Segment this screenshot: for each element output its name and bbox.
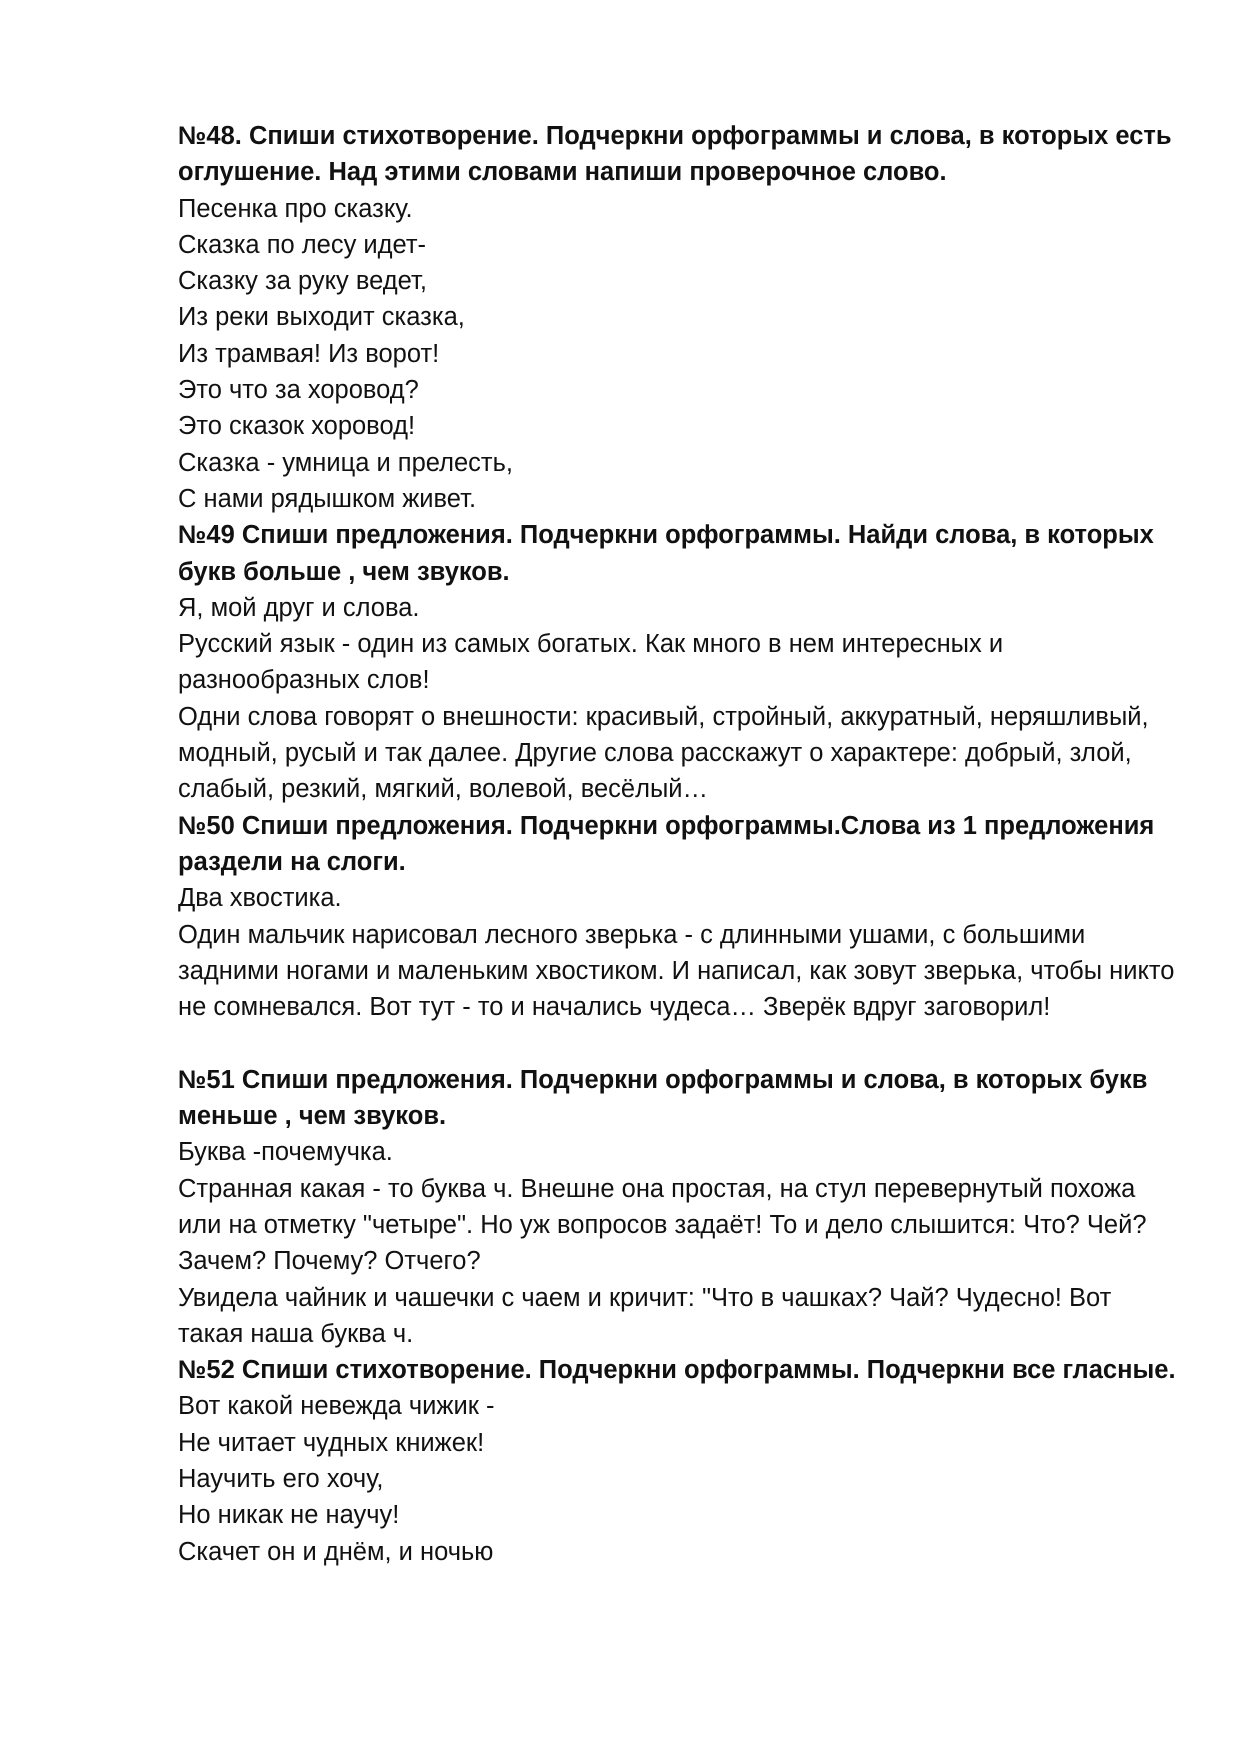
poem-line: Песенка про сказку.: [178, 194, 413, 223]
text-paragraph: Два хвостика.: [178, 884, 342, 913]
exercise-52-title: №52 Спиши стихотворение. Подчеркни орфограммы. Подчеркни все гласные.: [178, 1356, 1176, 1385]
poem-line: Сказку за руку ведет,: [178, 267, 427, 296]
text-paragraph: Я, мой друг и слова.: [178, 593, 420, 622]
exercise-51-title: №51 Спиши предложения. Подчеркни орфограммы и слова, в которых букв меньше , чем звуков.: [178, 1065, 1148, 1131]
poem-line: Из трамвая! Из ворот!: [178, 339, 440, 368]
blank-line: [178, 1025, 1178, 1061]
text-paragraph: Один мальчик нарисовал лесного зверька - с длинными ушами, с большими задними ногами и маленьким хвостиком. И написал, как зовут зверька, чтобы никто не сомневался. Вот тут - то и начались чудеса… Зверёк вдруг заговорил!: [178, 920, 1175, 1022]
exercise-48-title: №48. Спиши стихотворение. Подчеркни орфограммы и слова, в которых есть оглушение. Над этими словами напиши проверочное слово.: [178, 122, 1172, 187]
poem-line: Это сказок хоровод!: [178, 412, 416, 441]
poem-line: Не читает чудных книжек!: [178, 1428, 485, 1457]
text-paragraph: Одни слова говорят о внешности: красивый, стройный, аккуратный, неряшливый, модный, русый и так далее. Другие слова расскажут о характере: добрый, злой, слабый, резкий, мягкий, волевой, весёлый…: [178, 702, 1149, 804]
document-content: [178, 118, 1178, 1570]
poem-line: Скачет он и днём, и ночью: [178, 1537, 494, 1566]
exercise-49-title: №49 Спиши предложения. Подчеркни орфограммы. Найди слова, в которых букв больше , чем звуков.: [178, 521, 1154, 586]
poem-line: Сказка по лесу идет-: [178, 230, 427, 259]
poem-line: Из реки выходит сказка,: [178, 303, 465, 332]
poem-line: Но никак не научу!: [178, 1501, 400, 1530]
text-paragraph: Буква -почемучка.: [178, 1138, 393, 1167]
poem-line: С нами рядышком живет.: [178, 484, 477, 513]
poem-line: Научить его хочу,: [178, 1464, 384, 1493]
exercise-50-title: №50 Спиши предложения. Подчеркни орфограммы.Слова из 1 предложения раздели на слоги.: [178, 811, 1155, 876]
poem-line: Сказка - умница и прелесть,: [178, 448, 513, 477]
poem-line: Вот какой невежда чижик -: [178, 1392, 495, 1421]
poem-line: Это что за хоровод?: [178, 376, 419, 405]
text-paragraph: Русский язык - один из самых богатых. Как много в нем интересных и разнообразных слов!: [178, 630, 1004, 695]
text-paragraph: Странная какая - то буква ч. Внешне она простая, на стул перевернутый похожа или на отметку "четыре". Но уж вопросов задаёт! То и дело слышится: Что? Чей? Зачем? Почему? Отчего?: [178, 1174, 1147, 1276]
text-paragraph: Увидела чайник и чашечки с чаем и кричит: "Что в чашках? Чай? Чудесно! Вот такая наша буква ч.: [178, 1283, 1112, 1348]
